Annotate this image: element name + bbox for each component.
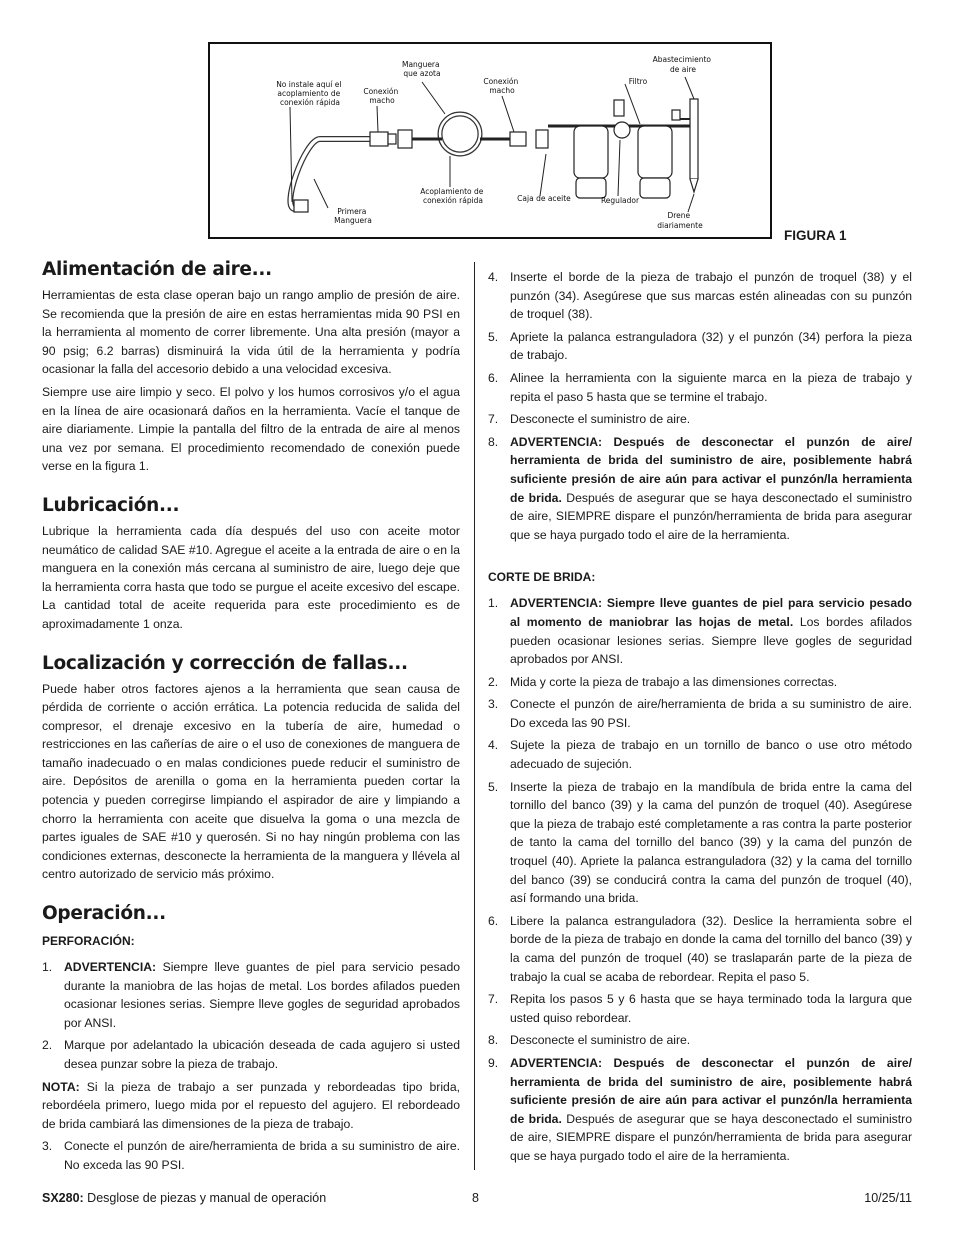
list-item: 7. Desconecte el suministro de aire. (488, 412, 691, 427)
first-hose (290, 139, 370, 209)
regulator-knob (614, 100, 624, 116)
label-manguera-azota: Manguera que azota (401, 60, 441, 78)
perforacion-list-cont (42, 1137, 460, 1174)
subheading-corte-brida: CORTE DE BRIDA: (488, 570, 596, 585)
list-item: 3. Conecte el punzón de aire/herramienta de brida a su suministro de aire. No exceda las 90 PSI. (42, 1139, 460, 1172)
localizacion-paragraph: Puede haber otros factores ajenos a la herramienta que sean causa de pérdida de corriente o acción errática. La potencia reducida de salida del compresor, el drenaje excesivo en la tubería de aire, humedad o restricciones en las cañerías de aire o el uso de conexiones de manguera de tamaño inadecuado o en malas condiciones puede reducir el suministro de aire. Depósitos de arenilla o goma en la herramienta pueden cortar la potencia y pueden corregirse limpiando el aspirador de aire y limpiando a chorro la herramienta con aceite que disuelva la goma o una mezcla de partes iguales de SAE #10 y querosén. Si no hay ningún problema con las condiciones externas, desconecte la herramienta de la manguera y llévela al centro autorizado de servicio más próximo. (42, 681, 460, 882)
label-conexion-macho-2: Conexión macho (483, 77, 519, 95)
right-column (488, 268, 912, 1170)
air-supply-diagram (210, 44, 770, 237)
list-item: 8. Desconecte el suministro de aire. (488, 1033, 691, 1048)
hose-end-fitting (294, 200, 308, 212)
figure-caption: FIGURA 1 (784, 228, 847, 243)
perforacion-list (42, 958, 460, 1074)
perforacion-list-right (488, 268, 912, 544)
label-regulador: Regulador (600, 196, 640, 205)
list-item: 5. Inserte la pieza de trabajo en la mandíbula de brida entre la cama del tornillo del banco (39) y la cama del punzón de troquel (40). Asegúrese que la pieza de trabajo esté completamente a ras contra la parte posterior de tanto la cama del tornillo del banco (39) y la cama del punzón de troquel (40). Apriete la palanca estranguladora (32) y la cama del tornillo del banco (39) se conducirá contra la cama del punzón de troquel (40), así formando una brida. (488, 779, 912, 906)
label-primera-manguera: Primera Manguera (334, 207, 372, 225)
filter-bowl (638, 126, 672, 178)
list-item: 9. ADVERTENCIA: Después de desconectar el punzón de aire/ herramienta de brida del suministro de aire, posiblemente habrá suficiente presión de aire aún para activar el punzón/la herramienta de brida. Después de asegurar que se haya desconectado el suministro de aire, SIEMPRE dispare el punzón/herramienta de brida para asegurar que se haya purgado todo el aire de la herramienta. (488, 1055, 913, 1163)
figure-1-diagram (208, 42, 772, 239)
heading-lubricacion: Lubricación... (42, 494, 180, 516)
list-item: 3. Conecte el punzón de aire/herramienta de brida a su suministro de aire. Do exceda las 90 PSI. (488, 697, 912, 730)
note-paragraph: NOTA: Si la pieza de trabajo a ser punzada y rebordeadas tipo brida, rebordéela primero, luego mida por el repuesto del agujero. El rebordeado de brida cambiará las dimensiones de la pieza de trabajo. (42, 1079, 460, 1131)
subheading-perforacion: PERFORACIÓN: (42, 934, 135, 949)
alimentacion-paragraph-1: Herramientas de esta clase operan bajo un rango amplio de presión de aire. Se recomienda que la presión de aire en estas herramientas mida 90 PSI en la herramienta al momento de correr libremente. Una alta presión (mayor a 90 psig; 6.2 barras) disminuirá la vida útil de la herramienta y podría ocasionar la falla del accesorio debido a una velocidad excesiva. (42, 288, 460, 377)
list-item: 2. Mida y corte la pieza de trabajo a las dimensiones correctas. (488, 674, 838, 689)
list-item: 6. Libere la palanca estranguladora (32). Deslice la herramienta sobre el borde de la pieza de trabajo en donde la cama del tornillo del banco (39) y la cama del punzón de troquel (40) se traslaparán parte de la pieza de trabajo la cual se acaba de rebordear. Repita el paso 5. (488, 913, 912, 984)
list-item: 1. ADVERTENCIA: Siempre lleve guantes de piel para servicio pesado durante la maniobra de las hojas de metal. Los bordes afilados pueden ocasionar lesiones serias. Siempre lleve gogles de seguridad aprobados por ANSI. (42, 960, 460, 1030)
footer-date: 10/25/11 (864, 1191, 912, 1205)
label-abastecimiento: Abastecimiento de aire (652, 55, 712, 74)
alimentacion-paragraph-2: Siempre use aire limpio y seco. El polvo y los humos corrosivos y/o el agua en la línea de aire ocasionará daños en la herramienta. Vacíe el tanque de aire diariamente. Limpie la pantalla del filtro de la entrada de aire al menos una vez por semana. El procedimiento recomendado de conexión puede verse en la figura 1. (42, 384, 460, 474)
footer-page-number: 8 (472, 1191, 479, 1205)
list-item: 4. Sujete la pieza de trabajo en un tornillo de banco o use otro método adecuado de sujeción. (488, 738, 912, 772)
drain-valve (690, 179, 698, 192)
lubricacion-paragraph: Lubrique la herramienta cada día después del uso con aceite motor neumático de calidad SAE #10. Agregue el aceite a la entrada de aire o en la manguera en la conexión más cercana al suministro de aire, luego deje que la herramienta corra hasta que todo se purgue el aceite excesivo del escape. La cantidad total de aceite requerida para este procedimiento es de aproximadamente 1 onza. (42, 523, 460, 631)
label-filtro: Filtro (628, 77, 648, 86)
corte-list (488, 594, 912, 1165)
label-drene: Drene diariamente (657, 211, 703, 230)
list-item: 4. Inserte el borde de la pieza de trabajo el punzón de troquel (38) y el punzón (34). Asegúrese que sus marcas estén alineadas con su punzón de troquel (38). (488, 270, 912, 322)
air-supply-pipe (690, 99, 698, 179)
male-connector-2 (510, 132, 526, 146)
column-divider (474, 262, 475, 1170)
oil-box (574, 126, 608, 178)
list-item: 8. ADVERTENCIA: Después de desconectar el punzón de aire/ herramienta de brida del suministro de aire, posiblemente habrá suficiente presión de aire aún para activar el punzón/la herramienta de brida. Después de asegurar que se haya desconectado el suministro de aire, SIEMPRE dispare el punzón/herramienta de brida para asegurar que se haya purgado todo el aire de la herramienta. (488, 434, 913, 542)
heading-alimentacion: Alimentación de aire... (42, 259, 272, 280)
list-item: 5. Apriete la palanca estranguladora (32) y el punzón (34) perfora la pieza de trabajo. (488, 329, 912, 363)
list-item: 6. Alinee la herramienta con la siguiente marca en la pieza de trabajo y repita el paso 5 hasta que se termine el trabajo. (488, 370, 912, 404)
label-conexion-macho-1: Conexión macho (363, 87, 399, 105)
footer-title: SX280: Desglose de piezas y manual de operación (42, 1191, 327, 1205)
male-connector-1 (370, 132, 388, 146)
label-no-instale: No instale aquí el acoplamiento de conexión rápida (276, 80, 342, 107)
regulator-gauge (614, 122, 630, 138)
heading-localizacion: Localización y corrección de fallas... (42, 652, 408, 674)
list-item: 7. Repita los pasos 5 y 6 hasta que se haya terminado toda la largura que usted quiso rebordear. (488, 992, 912, 1025)
quick-coupler (398, 130, 412, 148)
heading-operacion: Operación... (42, 903, 166, 925)
list-item: 1. ADVERTENCIA: Siempre lleve guantes de piel para servicio pesado al momento de maniobrar las hojas de metal. Los bordes afilados pueden ocasionar lesiones serias. Siempre lleve gogles de seguridad aprobados por ANSI. (488, 596, 912, 667)
label-caja-aceite: Caja de aceite (517, 194, 571, 203)
list-item: 2. Marque por adelantado la ubicación deseada de cada agujero si usted desea punzar sobre la pieza de trabajo. (42, 1038, 460, 1071)
left-column (42, 258, 460, 1179)
label-acoplamiento: Acoplamiento de conexión rápida (420, 187, 484, 205)
